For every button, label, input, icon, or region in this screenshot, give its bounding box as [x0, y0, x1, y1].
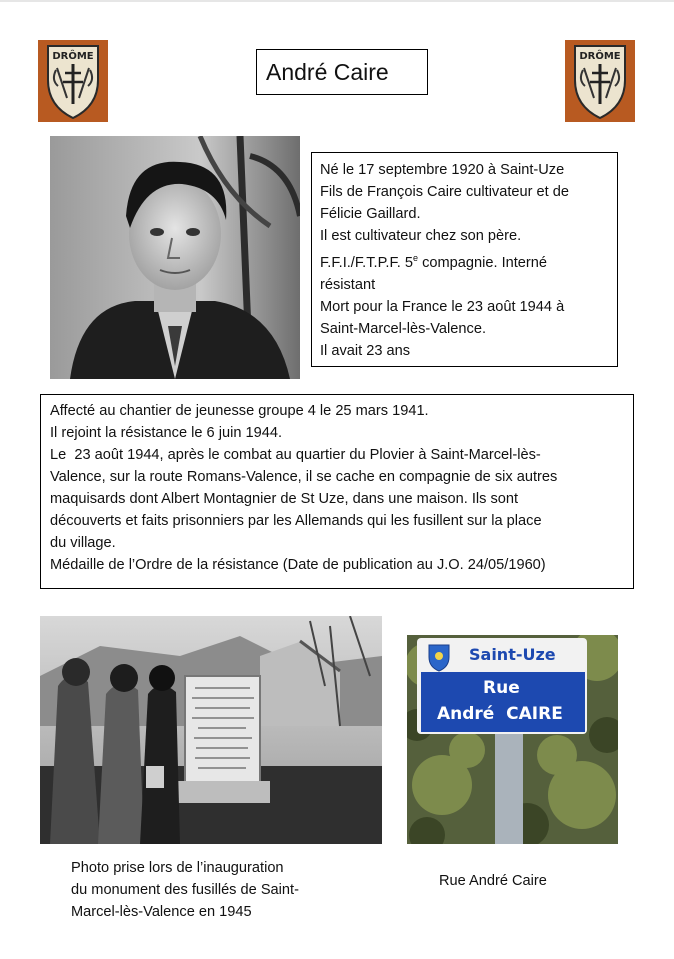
caption-line: du monument des fusillés de Saint-	[71, 882, 299, 898]
bio-line: Félicie Gaillard.	[320, 206, 421, 222]
sign-town: Saint-Uze	[469, 645, 556, 664]
story-line: Il rejoint la résistance le 6 juin 1944.	[50, 425, 283, 441]
bio-line: Fils de François Caire cultivateur et de	[320, 184, 570, 200]
sign-line-2: André CAIRE	[437, 704, 563, 724]
page-title-text: André Caire	[266, 59, 389, 85]
bio-line-unit	[320, 247, 611, 274]
bio-line: Mort pour la France le 23 août 1944 à	[320, 298, 565, 315]
story-line: du village.	[50, 535, 116, 551]
caption-line: Photo prise lors de l’inauguration	[71, 860, 284, 876]
story-line: Médaille de l’Ordre de la résistance (Date de publication au J.O. 24/05/1960)	[50, 557, 546, 573]
bio-unit-text: F.F.I./F.T.P.F. 5	[320, 254, 413, 271]
bio-unit-sup: e	[413, 253, 419, 263]
drome-crest-icon-left	[38, 40, 108, 122]
crest-label: DRÔME	[52, 51, 94, 62]
bio-line: résistant	[320, 276, 376, 293]
story-line: découverts et faits prisonniers par les Allemands qui les fusillent sur la place	[50, 513, 542, 529]
story-line: maquisards dont Albert Montagnier de St Uze, dans une maison. Ils sont	[50, 491, 519, 507]
bio-line: Né le 17 septembre 1920 à Saint-Uze	[320, 162, 565, 178]
crest-label: DRÔME	[579, 51, 621, 62]
top-rule	[0, 0, 674, 2]
monument-photo-caption	[71, 857, 299, 923]
page-title	[256, 49, 428, 95]
bio-line: Il est cultivateur chez son père.	[320, 228, 522, 244]
street-sign-photo	[407, 635, 618, 844]
story-box	[40, 394, 634, 589]
sign-line-1: Rue	[483, 678, 520, 698]
caption-line: Marcel-lès-Valence en 1945	[71, 904, 252, 920]
story-line: Valence, sur la route Romans-Valence, il se cache en compagnie de six autres	[50, 469, 558, 485]
bio-line: Il avait 23 ans	[320, 342, 411, 359]
drome-crest-icon-right	[565, 40, 635, 122]
street-sign-caption: Rue André Caire	[439, 873, 547, 889]
monument-photo	[40, 616, 382, 844]
bio-unit-rest: compagnie. Interné	[418, 254, 548, 271]
portrait-photo	[50, 136, 300, 379]
story-line: Le 23 août 1944, après le combat au quartier du Plovier à Saint-Marcel-lès-	[50, 447, 541, 463]
biography-box	[311, 152, 618, 367]
bio-line: Saint-Marcel-lès-Valence.	[320, 320, 486, 337]
story-line: Affecté au chantier de jeunesse groupe 4 le 25 mars 1941.	[50, 403, 429, 419]
